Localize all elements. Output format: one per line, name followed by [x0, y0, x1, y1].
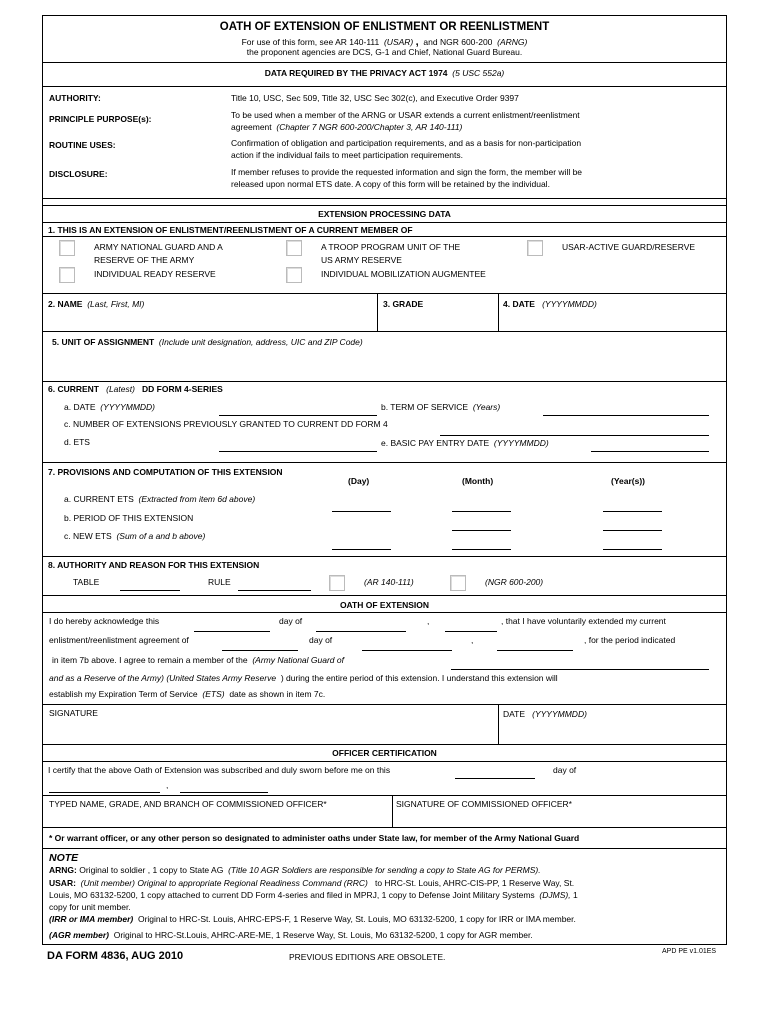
opt-tpu-2: US ARMY RESERVE [321, 255, 402, 265]
table-field[interactable] [120, 590, 180, 591]
disclosure-text-1: If member refuses to provide the requested information and sign the form, the member will be [231, 167, 583, 177]
extension-heading: EXTENSION PROCESSING DATA [318, 209, 451, 219]
purpose-label: PRINCIPLE PURPOSE(s): [49, 114, 152, 124]
form-reference: For use of this form, see AR 140-111 (USAR) , and NGR 600-200 (ARNG) [241, 36, 528, 48]
item7-label: 7. PROVISIONS AND COMPUTATION OF THIS EXTENSION [48, 467, 283, 477]
note-heading: NOTE [49, 852, 79, 864]
item7a-day[interactable] [332, 511, 391, 512]
checkbox-ngr[interactable] [450, 575, 466, 591]
item1-label: 1. THIS IS AN EXTENSION OF ENLISTMENT/REENLISTMENT OF A CURRENT MEMBER OF [48, 225, 413, 235]
officer-comma: , [166, 780, 169, 790]
rule-field[interactable] [238, 590, 311, 591]
opt-irr: INDIVIDUAL READY RESERVE [94, 269, 216, 279]
note-arng: ARNG: Original to soldier , 1 copy to State AG (Title 10 AGR Soldiers are responsible for sending a copy to State AG for PERMS). [49, 865, 541, 875]
checkbox-irr[interactable] [59, 267, 75, 283]
routine-text-1: Confirmation of obligation and participation requirements, and as a basis for non-participation [231, 138, 582, 148]
officer-day-field[interactable] [455, 778, 535, 779]
oath-l4: and as a Reserve of the Army) (United States Army Reserve ) during the entire period of this extension. I understand this extension will [49, 673, 558, 683]
col-month: (Month) [462, 476, 494, 486]
ar-ref: (AR 140-111) [364, 577, 414, 587]
oath-l1b: day of [279, 616, 303, 626]
routine-label: ROUTINE USES: [49, 140, 116, 150]
oath-l1a: I do hereby acknowledge this [49, 616, 160, 626]
item7c-year[interactable] [603, 549, 662, 550]
officer-signature-label: SIGNATURE OF COMMISSIONED OFFICER* [396, 799, 572, 809]
item6b-label: b. TERM OF SERVICE (Years) [381, 402, 501, 412]
item7c-day[interactable] [332, 549, 391, 550]
agreement-day-field[interactable] [222, 650, 298, 651]
item7a-label: a. CURRENT ETS (Extracted from item 6d above) [64, 494, 256, 504]
note-usar-1: USAR: (Unit member) Original to appropriate Regional Readiness Command (RRC) to HRC-St. Louis, AHRC-CIS-PP, 1 Reserve Way, St. [49, 878, 575, 888]
ngr-ref: (NGR 600-200) [485, 577, 544, 587]
item6b-field[interactable] [543, 415, 709, 416]
col-day: (Day) [348, 476, 370, 486]
version-label: APD PE v1.01ES [662, 948, 717, 955]
name-label: 2. NAME (Last, First, MI) [48, 299, 145, 309]
checkbox-arng[interactable] [59, 240, 75, 256]
typed-name-label: TYPED NAME, GRADE, AND BRANCH OF COMMISSIONED OFFICER* [49, 799, 327, 809]
obsolete-notice: PREVIOUS EDITIONS ARE OBSOLETE. [289, 952, 446, 962]
signature-label: SIGNATURE [49, 708, 98, 718]
rule-label: RULE [208, 577, 231, 587]
routine-text-2: action if the individual fails to meet participation requirements. [231, 150, 463, 160]
oath-day-field[interactable] [194, 631, 270, 632]
oath-date-label: DATE (YYYYMMDD) [503, 709, 587, 719]
oath-l2b: day of [309, 635, 333, 645]
date-label: 4. DATE (YYYYMMDD) [503, 299, 597, 309]
note-usar-2: Louis, MO 63132-5200, 1 copy attached to current DD Form 4-series and filed in MPRJ, 1 copy to Defense Joint Military Systems (DJMS), 1 [49, 890, 578, 900]
item7b-label: b. PERIOD OF THIS EXTENSION [64, 513, 194, 523]
note-usar-3: copy for unit member. [49, 902, 131, 912]
item7b-month[interactable] [452, 530, 511, 531]
form-id: DA FORM 4836, AUG 2010 [47, 950, 184, 962]
unit-label: 5. UNIT OF ASSIGNMENT (Include unit designation, address, UIC and ZIP Code) [52, 337, 363, 347]
item6d-label: d. ETS [64, 437, 90, 447]
agreement-year-field[interactable] [497, 650, 573, 651]
privacy-heading: DATA REQUIRED BY THE PRIVACY ACT 1974 (5 USC 552a) [264, 68, 505, 78]
oath-l3: in item 7b above. I agree to remain a member of the (Army National Guard of [52, 655, 344, 665]
checkbox-ima[interactable] [286, 267, 302, 283]
note-irr: (IRR or IMA member) Original to HRC-St. Louis, AHRC-EPS-F, 1 Reserve Way, St. Louis, MO 63132-5200, 1 copy for IRR or IMA member. [49, 914, 576, 924]
current-label: 6. CURRENT (Latest) DD FORM 4-SERIES [48, 384, 223, 394]
note-agr: (AGR member) Original to HRC-St.Louis, AHRC-ARE-ME, 1 Reserve Way, St. Louis, Mo 63132-5200, 1 copy for AGR member. [49, 930, 533, 940]
disclosure-label: DISCLOSURE: [49, 169, 108, 179]
oath-l2a: enlistment/reenlistment agreement of [49, 635, 189, 645]
item7a-month[interactable] [452, 511, 511, 512]
opt-tpu-1: A TROOP PROGRAM UNIT OF THE [321, 242, 461, 252]
item7b-year[interactable] [603, 530, 662, 531]
opt-agr: USAR-ACTIVE GUARD/RESERVE [562, 242, 696, 252]
opt-arng-1: ARMY NATIONAL GUARD AND A [94, 242, 223, 252]
officer-l1a: I certify that the above Oath of Extension was subscribed and duly sworn before me on this [48, 765, 391, 775]
item6c-label: c. NUMBER OF EXTENSIONS PREVIOUSLY GRANTED TO CURRENT DD FORM 4 [64, 419, 388, 429]
item6a-field[interactable] [219, 415, 377, 416]
form-title: OATH OF EXTENSION OF ENLISTMENT OR REENLISTMENT [219, 21, 550, 33]
oath-l2c: , [471, 635, 474, 645]
officer-month-field[interactable] [49, 792, 160, 793]
item6a-label: a. DATE (YYYYMMDD) [64, 402, 156, 412]
agreement-month-field[interactable] [362, 650, 452, 651]
item6e-label: e. BASIC PAY ENTRY DATE (YYYYMMDD) [381, 438, 549, 448]
checkbox-tpu[interactable] [286, 240, 302, 256]
item6c-field[interactable] [440, 435, 709, 436]
item6d-field[interactable] [219, 451, 377, 452]
officer-year-field[interactable] [180, 792, 268, 793]
officer-heading: OFFICER CERTIFICATION [332, 748, 437, 758]
table-label: TABLE [73, 577, 100, 587]
item7c-month[interactable] [452, 549, 511, 550]
oath-l5: establish my Expiration Term of Service (ETS) date as shown in item 7c. [49, 689, 326, 699]
officer-l1b: day of [553, 765, 577, 775]
footnote: * Or warrant officer, or any other person so designated to administer oaths under State law, for member of the Army National Guard [49, 833, 580, 843]
checkbox-ar[interactable] [329, 575, 345, 591]
checkbox-agr[interactable] [527, 240, 543, 256]
state-field[interactable] [451, 669, 709, 670]
disclosure-text-2: released upon normal ETS date. A copy of this form will be retained by the individual. [231, 179, 550, 189]
authority-label: AUTHORITY: [49, 93, 101, 103]
grade-label: 3. GRADE [383, 299, 424, 309]
oath-heading: OATH OF EXTENSION [339, 600, 430, 610]
oath-year-field[interactable] [445, 631, 497, 632]
authority-text: Title 10, USC, Sec 509, Title 32, USC Sec 302(c), and Executive Order 9397 [231, 93, 519, 103]
opt-arng-2: RESERVE OF THE ARMY [94, 255, 195, 265]
item7c-label: c. NEW ETS (Sum of a and b above) [64, 531, 206, 541]
purpose-text-2: agreement (Chapter 7 NGR 600-200/Chapter 3, AR 140-111) [231, 122, 463, 132]
item7a-year[interactable] [603, 511, 662, 512]
purpose-text-1: To be used when a member of the ARNG or USAR extends a current enlistment/reenlistment [231, 110, 580, 120]
oath-month-field[interactable] [316, 631, 406, 632]
oath-l1c: , [427, 616, 430, 626]
item8-label: 8. AUTHORITY AND REASON FOR THIS EXTENSION [48, 560, 260, 570]
oath-l1d: , that I have voluntarily extended my current [501, 616, 666, 626]
item6e-field[interactable] [591, 451, 709, 452]
opt-ima: INDIVIDUAL MOBILIZATION AUGMENTEE [321, 269, 486, 279]
col-year: (Year(s)) [611, 476, 646, 486]
proponent-line: the proponent agencies are DCS, G-1 and Chief, National Guard Bureau. [246, 47, 523, 57]
oath-l2d: , for the period indicated [584, 635, 676, 645]
